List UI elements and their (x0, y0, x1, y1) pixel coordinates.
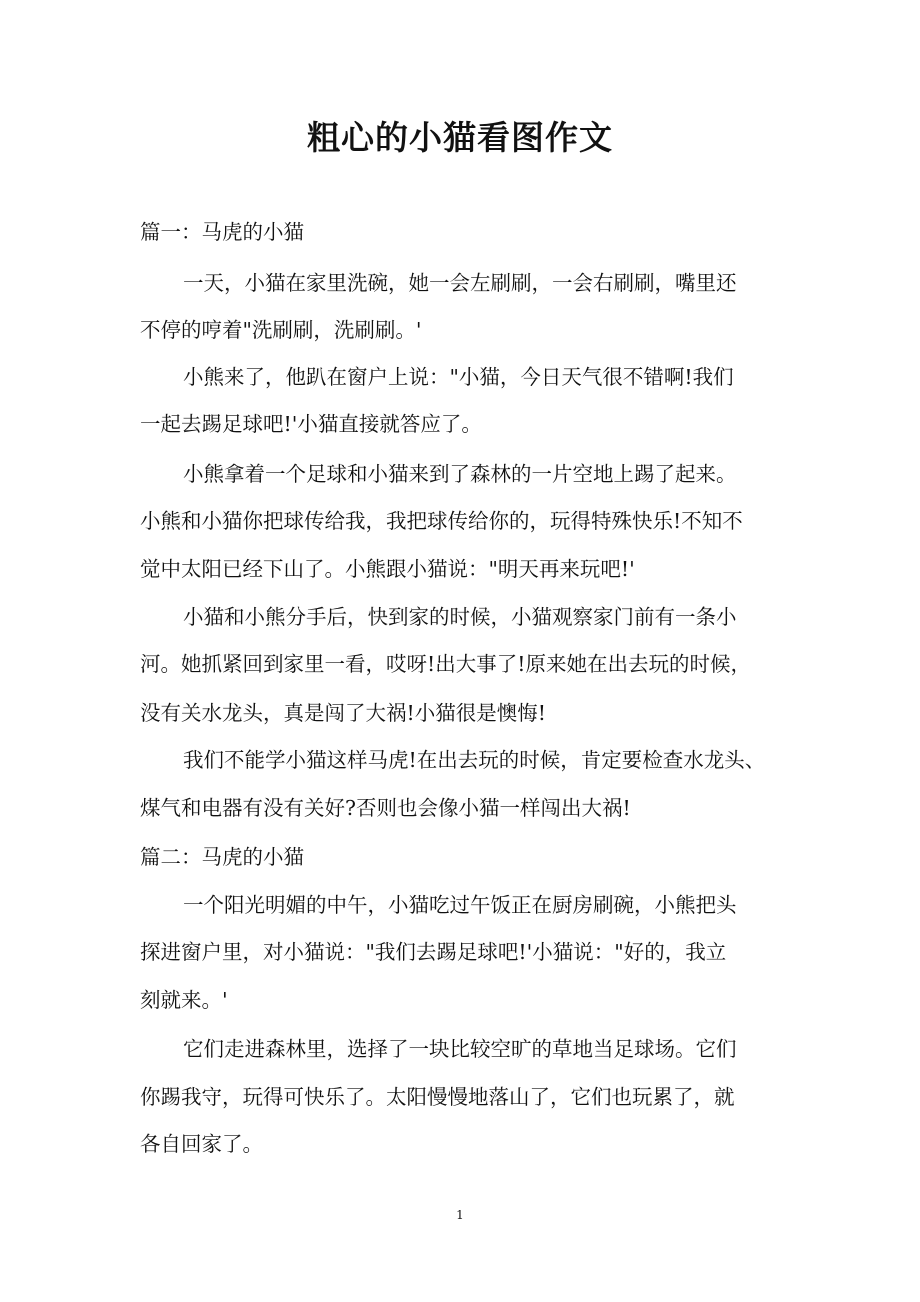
text-line: 一个阳光明媚的中午，小猫吃过午饭正在厨房刷碗，小熊把头 (183, 893, 737, 917)
text-line: 小熊和小猫你把球传给我，我把球传给你的，玩得特殊快乐!不知不 (140, 509, 743, 533)
text-line: 一起去踢足球吧!'小猫直接就答应了。 (140, 412, 482, 436)
text-line: 煤气和电器有没有关好?否则也会像小猫一样闯出大祸! (140, 796, 631, 820)
text-line: 你踢我守，玩得可快乐了。太阳慢慢地落山了，它们也玩累了，就 (140, 1085, 735, 1109)
text-line: 觉中太阳已经下山了。小熊跟小猫说："明天再来玩吧!' (140, 557, 635, 581)
text-line: 一天，小猫在家里洗碗，她一会左刷刷，一会右刷刷，嘴里还 (183, 271, 737, 295)
text-line: 探进窗户里，对小猫说："我们去踢足球吧!'小猫说："好的，我立 (140, 940, 727, 964)
text-line: 不停的哼着"洗刷刷，洗刷刷。' (140, 318, 422, 342)
document-title: 粗心的小猫看图作文 (307, 118, 613, 157)
text-line: 我们不能学小猫这样马虎!在出去玩的时候，肯定要检查水龙头、 (183, 748, 766, 772)
text-line: 它们走进森林里，选择了一块比较空旷的草地当足球场。它们 (183, 1037, 737, 1061)
text-line: 刻就来。' (140, 988, 228, 1012)
section-heading-2: 篇二：马虎的小猫 (140, 845, 304, 869)
text-line: 小猫和小熊分手后，快到家的时候，小猫观察家门前有一条小 (183, 605, 737, 629)
text-line: 河。她抓紧回到家里一看，哎呀!出大事了!原来她在出去玩的时候， (140, 652, 751, 676)
page-number: 1 (456, 1208, 464, 1222)
text-line: 各自回家了。 (140, 1132, 263, 1156)
section-heading-1: 篇一：马虎的小猫 (140, 220, 304, 244)
text-line: 小熊来了，他趴在窗户上说："小猫，今日天气很不错啊!我们 (183, 365, 734, 389)
text-line: 没有关水龙头，真是闯了大祸!小猫很是懊悔! (140, 701, 546, 725)
text-line: 小熊拿着一个足球和小猫来到了森林的一片空地上踢了起来。 (183, 462, 737, 486)
